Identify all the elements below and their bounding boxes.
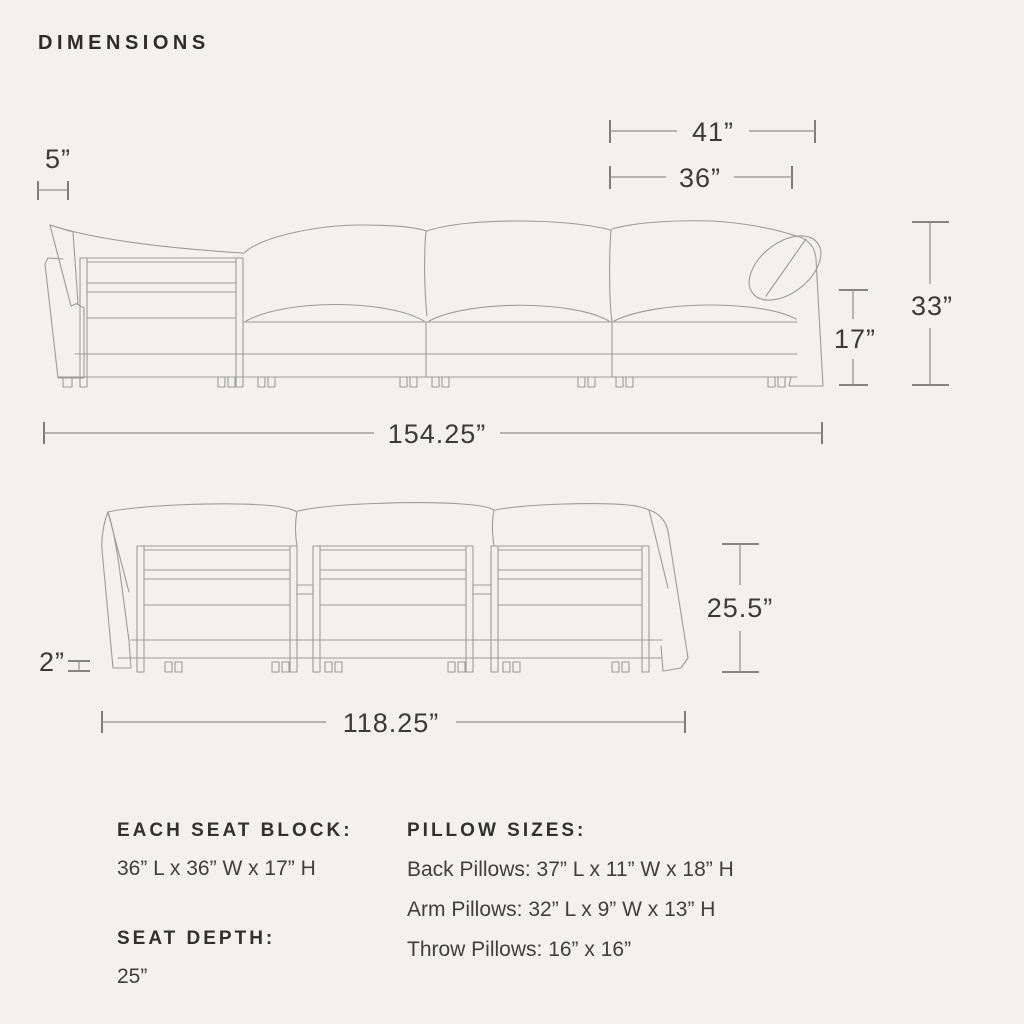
back-gap-divider-1 bbox=[296, 512, 298, 546]
back-leg bbox=[458, 662, 465, 672]
back-connector bbox=[297, 585, 313, 594]
front-leg bbox=[626, 377, 633, 387]
front-leg bbox=[616, 377, 623, 387]
front-frame-right-post bbox=[236, 258, 243, 387]
front-left-arm-top-edge bbox=[48, 258, 63, 259]
front-cushion-divider-1 bbox=[425, 231, 427, 316]
dim-front-overall-height bbox=[911, 222, 953, 385]
back-leg bbox=[272, 662, 279, 672]
back-frame-post bbox=[491, 546, 498, 672]
back-leg bbox=[612, 662, 619, 672]
page-title: DIMENSIONS bbox=[38, 32, 210, 54]
front-leg bbox=[768, 377, 775, 387]
back-gap-divider-2 bbox=[493, 510, 495, 546]
dim-front-overall-width bbox=[44, 419, 822, 449]
front-leg bbox=[778, 377, 785, 387]
dim-label-overall-width: 154.25” bbox=[387, 419, 487, 449]
dim-back-leg-height bbox=[39, 647, 90, 677]
pillow-spec-arm: Arm Pillows: 32” L x 9” W x 13” H bbox=[407, 898, 716, 921]
front-cushion-divider-2 bbox=[610, 230, 612, 322]
back-leg bbox=[503, 662, 510, 672]
dim-back-overall-width bbox=[102, 708, 685, 738]
back-frame-post bbox=[137, 546, 144, 672]
back-right-arm-seam bbox=[649, 510, 668, 588]
front-seat-cushion-3 bbox=[614, 305, 796, 321]
front-leg bbox=[442, 377, 449, 387]
seat-block-specs bbox=[117, 820, 407, 989]
dim-front-seat-block bbox=[610, 163, 792, 193]
back-frame-post bbox=[642, 546, 649, 672]
front-leg bbox=[578, 377, 585, 387]
dim-label-block-with-arm: 41” bbox=[691, 117, 735, 147]
front-leg bbox=[410, 377, 417, 387]
back-left-arm bbox=[102, 512, 131, 668]
back-leg bbox=[175, 662, 182, 672]
seat-depth-value: 25” bbox=[117, 965, 148, 988]
dim-label-seat-height: 17” bbox=[833, 324, 877, 354]
front-seat-cushion-2 bbox=[429, 305, 609, 321]
dim-back-height bbox=[707, 544, 774, 672]
back-connector bbox=[473, 585, 491, 594]
back-leg bbox=[335, 662, 342, 672]
front-left-arm bbox=[45, 258, 84, 378]
back-leg bbox=[513, 662, 520, 672]
front-back-cushion-3 bbox=[612, 221, 796, 236]
front-leg bbox=[588, 377, 595, 387]
dim-front-seat-height bbox=[834, 290, 876, 385]
front-leg bbox=[268, 377, 275, 387]
front-leg bbox=[432, 377, 439, 387]
dim-front-block-with-arm bbox=[610, 117, 815, 147]
front-seat-cushion-1 bbox=[246, 305, 424, 322]
back-frame-post bbox=[290, 546, 297, 672]
dim-label-back-overall-width: 118.25” bbox=[342, 708, 440, 738]
seat-block-value: 36” L x 36” W x 17” H bbox=[117, 857, 316, 880]
back-cushion-top-3 bbox=[495, 504, 649, 510]
dim-label-arm-width: 5” bbox=[44, 144, 72, 174]
back-leg bbox=[282, 662, 289, 672]
front-right-arm bbox=[789, 235, 823, 386]
pillow-spec-throw: Throw Pillows: 16” x 16” bbox=[407, 938, 632, 961]
dim-label-seat-block: 36” bbox=[678, 163, 722, 193]
front-leg bbox=[258, 377, 265, 387]
pillow-sizes-heading: PILLOW SIZES: bbox=[407, 820, 587, 841]
dim-label-overall-height: 33” bbox=[910, 291, 954, 321]
back-frame-post bbox=[466, 546, 473, 672]
front-corner-cushion-top bbox=[50, 225, 243, 253]
front-view-drawing bbox=[45, 221, 833, 387]
back-leg bbox=[448, 662, 455, 672]
back-cushion-top-1 bbox=[108, 504, 297, 512]
front-corner-back-cushion bbox=[50, 225, 78, 306]
dim-front-arm-width bbox=[38, 144, 71, 200]
dim-label-leg-height: 2” bbox=[38, 647, 66, 677]
back-left-arm-seam bbox=[108, 512, 129, 592]
front-back-cushion-1 bbox=[244, 225, 426, 253]
back-frame-post bbox=[313, 546, 320, 672]
back-leg bbox=[325, 662, 332, 672]
front-leg bbox=[228, 377, 235, 387]
pillow-specs bbox=[407, 820, 827, 962]
front-leg bbox=[218, 377, 225, 387]
pillow-spec-back: Back Pillows: 37” L x 11” W x 18” H bbox=[407, 858, 734, 881]
front-back-cushion-2 bbox=[427, 221, 611, 231]
back-leg bbox=[622, 662, 629, 672]
back-cushion-top-2 bbox=[298, 503, 494, 511]
seat-block-heading: EACH SEAT BLOCK: bbox=[117, 820, 353, 841]
front-leg bbox=[400, 377, 407, 387]
back-leg bbox=[165, 662, 172, 672]
back-view-drawing bbox=[102, 503, 688, 672]
seat-depth-heading: SEAT DEPTH: bbox=[117, 928, 276, 949]
dim-label-back-height: 25.5” bbox=[706, 593, 774, 623]
